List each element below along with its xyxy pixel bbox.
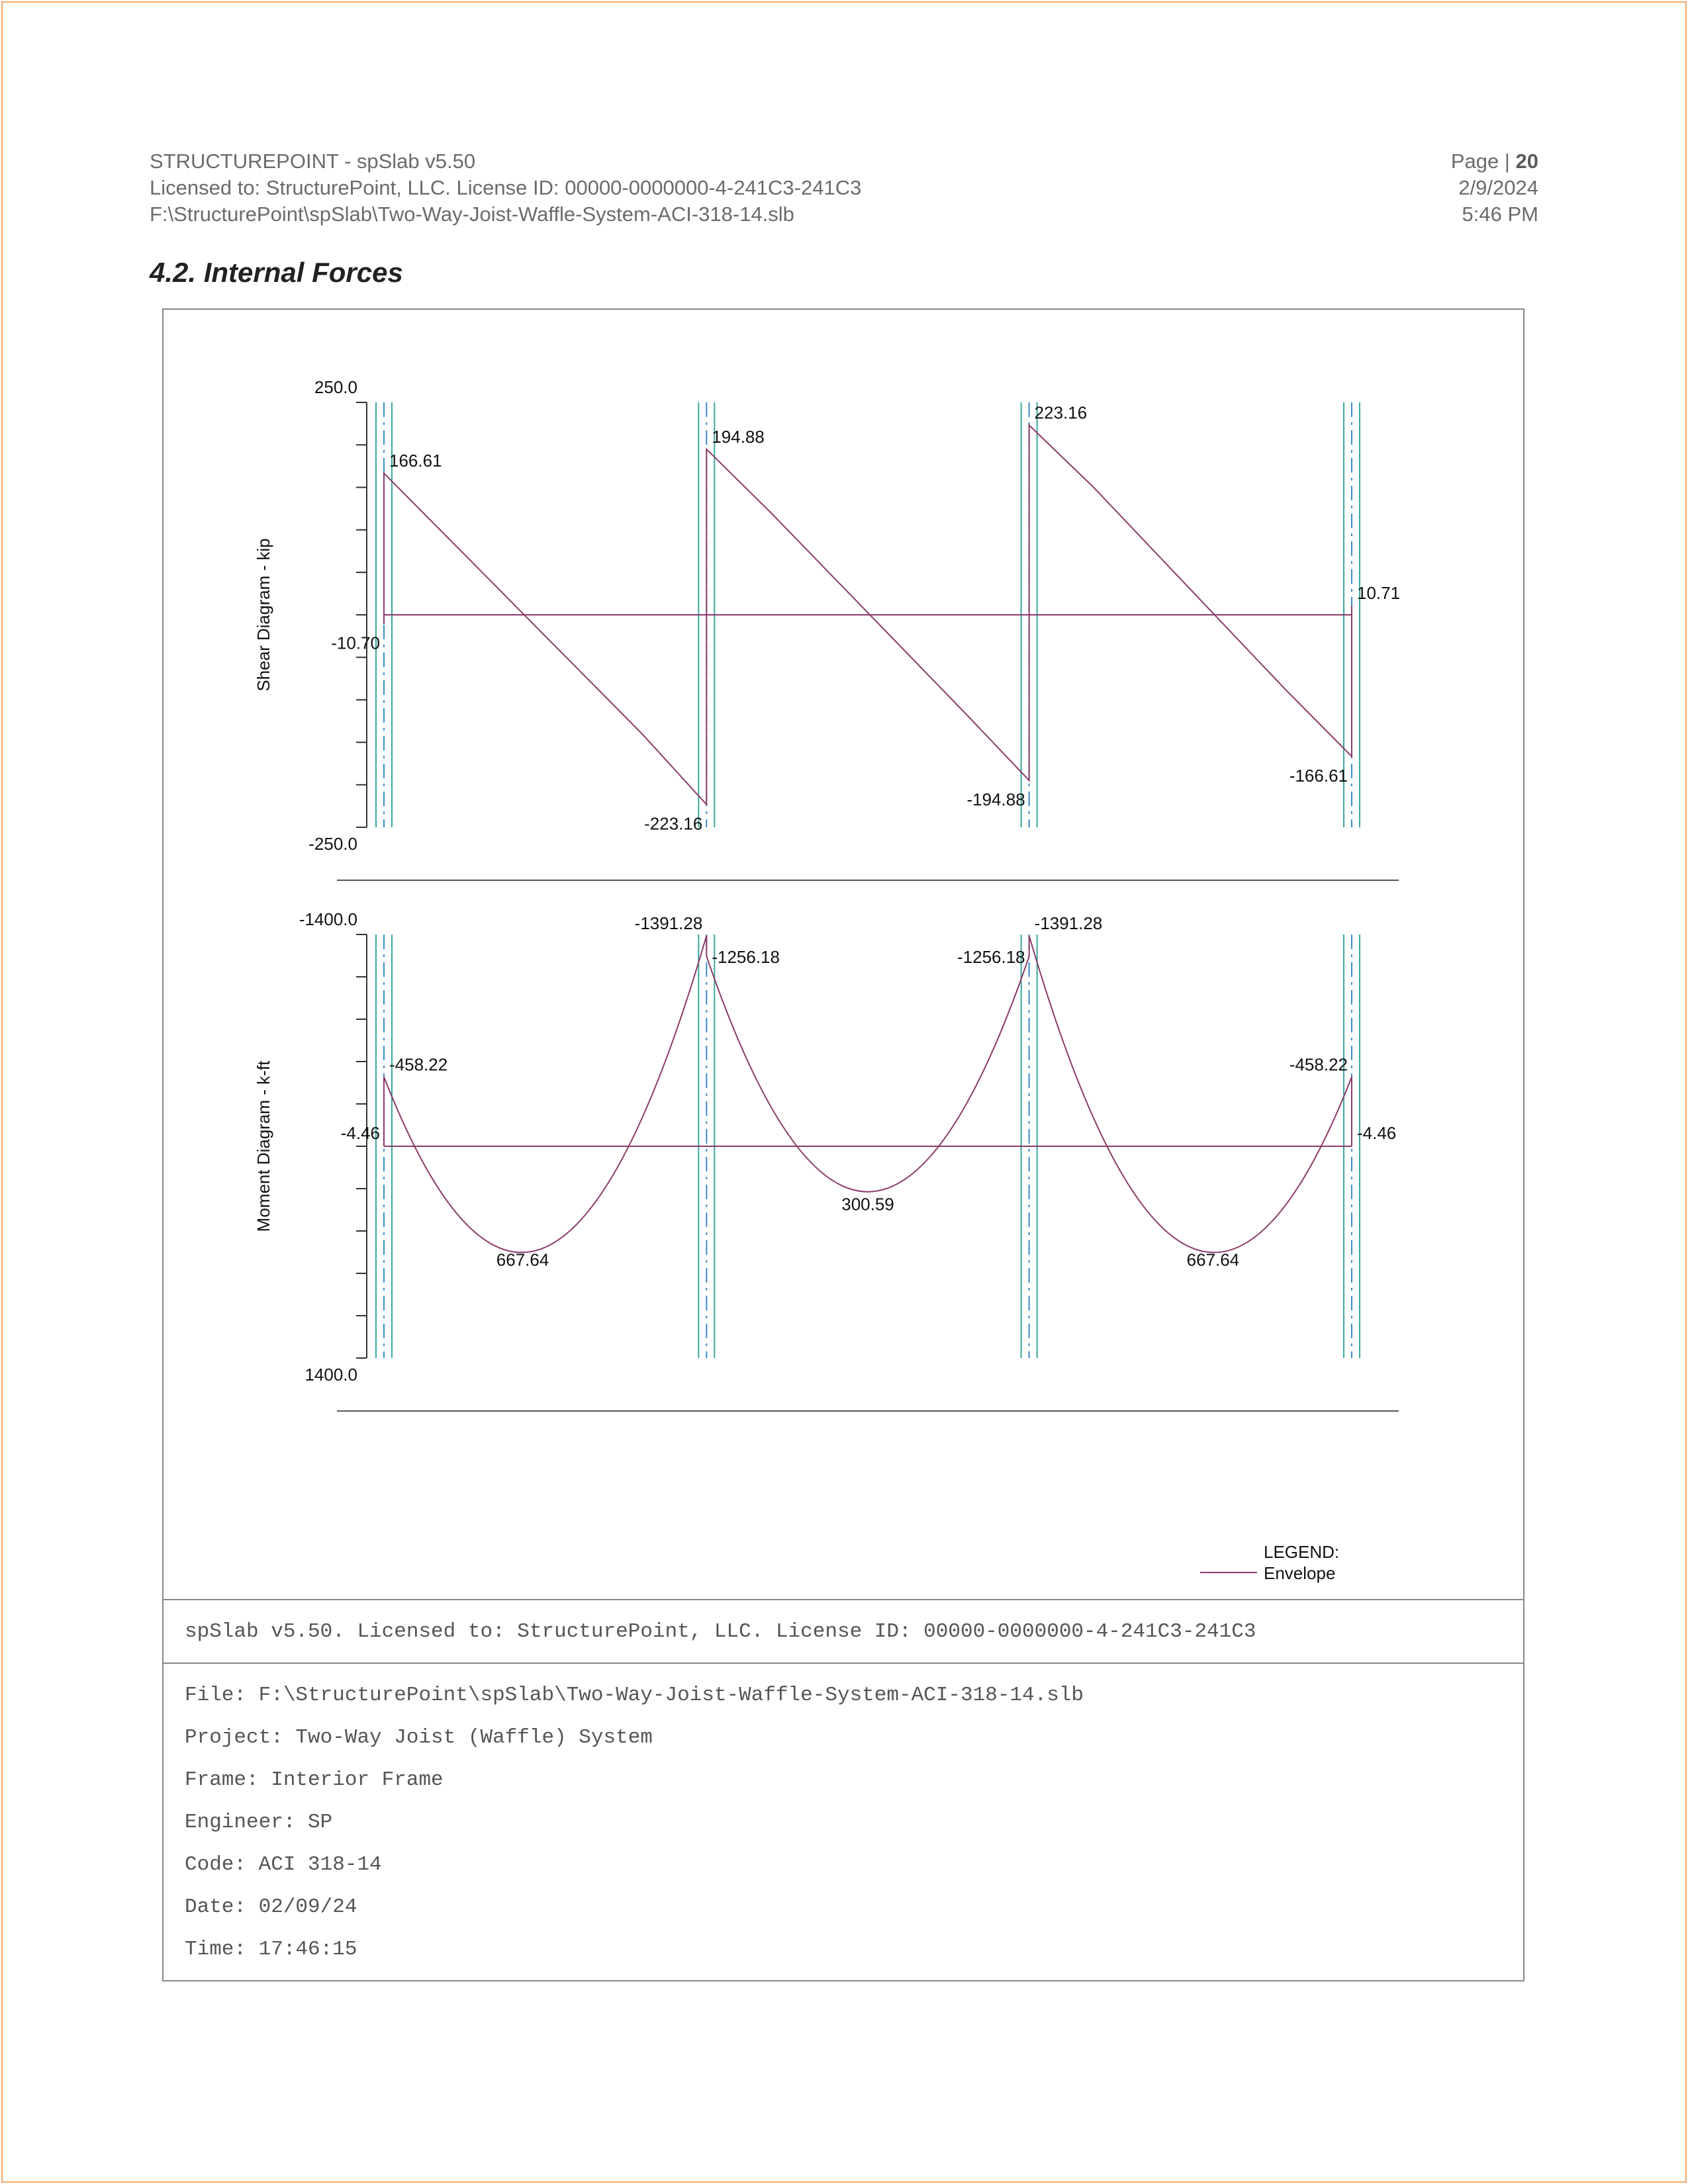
- report-header-left: [150, 148, 861, 228]
- data-label: 166.61: [389, 451, 442, 471]
- header-file: F:\StructurePoint\spSlab\Two-Way-Joist-Waffle-System-ACI-318-14.slb: [150, 203, 794, 226]
- internal-forces-plot: [164, 310, 1523, 1600]
- y-axis-title: Shear Diagram - kip: [254, 538, 273, 692]
- footer-time: Time: 17:46:15: [185, 1938, 357, 1961]
- data-label: 10.71: [1357, 583, 1401, 604]
- header-time: 5:46 PM: [1462, 203, 1538, 226]
- data-label: 194.88: [712, 426, 765, 447]
- footer-frame: Frame: Interior Frame: [185, 1768, 444, 1792]
- data-label: -1256.18: [712, 946, 780, 967]
- footer-license-line: spSlab v5.50. Licensed to: StructurePoint, LLC. License ID: 00000-0000000-4-241C3-241C3: [185, 1620, 1256, 1643]
- legend-title: LEGEND:: [1264, 1542, 1340, 1562]
- footer-code: Code: ACI 318-14: [185, 1853, 382, 1876]
- footer-file: File: F:\StructurePoint\spSlab\Two-Way-Joist-Waffle-System-ACI-318-14.slb: [185, 1684, 1084, 1707]
- legend-entry: Envelope: [1264, 1563, 1336, 1583]
- data-label: -4.46: [340, 1122, 380, 1143]
- y-tick-label-top: 250.0: [314, 377, 357, 397]
- y-tick-label-bottom: -250.0: [308, 834, 357, 854]
- y-axis-title: Moment Diagram - k-ft: [254, 1060, 273, 1232]
- data-label: -1256.18: [957, 946, 1025, 967]
- page-label: Page |: [1450, 150, 1516, 173]
- data-label: -10.70: [331, 633, 380, 653]
- header-license: Licensed to: StructurePoint, LLC. License ID: 00000-0000000-4-241C3-241C3: [150, 176, 862, 199]
- data-label: -1391.28: [634, 913, 703, 933]
- project-info-box: [162, 1662, 1524, 1981]
- y-tick-label-top: -1400.0: [299, 909, 357, 929]
- footer-project: Project: Two-Way Joist (Waffle) System: [185, 1726, 653, 1749]
- section-title: 4.2. Internal Forces: [150, 257, 403, 288]
- data-label: -166.61: [1289, 765, 1348, 786]
- data-label: -4.46: [1357, 1122, 1397, 1143]
- data-label: -458.22: [1289, 1054, 1348, 1075]
- license-box: [162, 1599, 1524, 1664]
- data-label: 667.64: [1186, 1250, 1240, 1270]
- footer-date: Date: 02/09/24: [185, 1895, 357, 1919]
- report-header-right: [1451, 148, 1538, 228]
- data-label: -223.16: [644, 813, 703, 834]
- y-tick-label-bottom: 1400.0: [305, 1365, 357, 1385]
- data-label: -194.88: [966, 790, 1025, 810]
- page-indicator: [1451, 148, 1538, 175]
- data-label: 667.64: [496, 1250, 549, 1270]
- data-label: -458.22: [389, 1054, 448, 1075]
- footer-engineer: Engineer: SP: [185, 1811, 333, 1834]
- header-product: STRUCTUREPOINT - spSlab v5.50: [150, 150, 476, 173]
- header-date: 2/9/2024: [1458, 176, 1538, 199]
- data-label: -1391.28: [1034, 913, 1103, 933]
- page-number: 20: [1515, 150, 1538, 173]
- data-label: 300.59: [841, 1194, 894, 1214]
- data-label: 223.16: [1034, 402, 1088, 423]
